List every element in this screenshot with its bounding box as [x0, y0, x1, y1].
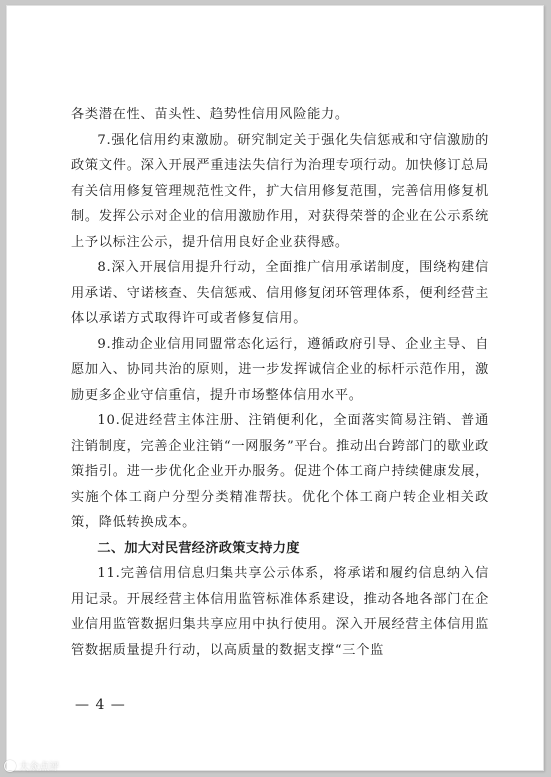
page-number: — 4 — — [75, 697, 126, 713]
paragraph-continuation: 各类潜在性、苗头性、趋势性信用风险能力。 — [71, 107, 349, 122]
watermark-text: 大众点评 — [19, 762, 59, 773]
paragraph-item-11: 11.完善信用信息归集共享公示体系，将承诺和履约信息纳入信用记录。开展经营主体信用监管标准体系建设，推动各地各部门在企业信用监管数据归集共享应用中执行使用。深入开展经营主体信用监管数据质量提升行动，以高质量的数据支撑“三个监 — [71, 566, 489, 658]
document-body — [71, 102, 489, 663]
paragraph-item-10: 10.促进经营主体注册、注销便利化，全面落实简易注销、普通注销制度，完善企业注销“一网服务”平台。推动出台跨部门的歇业政策指引。进一步优化企业开办服务。促进个体工商户持续健康发展，实施个体工商户分型分类精准帮扶。优化个体工商户转企业相关政策，降低转换成本。 — [71, 413, 489, 530]
paragraph-item-9: 9.推动企业信用同盟常态化运行，遵循政府引导、企业主导、自愿加入、协同共治的原则，进一步发挥诚信企业的标杆示范作用，激励更多企业守信重信，提升市场整体信用水平。 — [71, 336, 489, 403]
document-page — [6, 5, 544, 771]
paragraph-item-7: 7.强化信用约束激励。研究制定关于强化失信惩戒和守信激励的政策文件。深入开展严重违法失信行为治理专项行动。加快修订总局有关信用修复管理规范性文件，扩大信用修复范围，完善信用修复机制。发挥公示对企业的信用激励作用，对获得荣誉的企业在公示系统上予以标注公示，提升信用良好企业获得感。 — [71, 132, 489, 250]
watermark — [4, 758, 59, 773]
paragraph-item-8: 8.深入开展信用提升行动，全面推广信用承诺制度，围绕构建信用承诺、守诺核查、失信惩戒、信用修复闭环管理体系，便利经营主体以承诺方式取得许可或者修复信用。 — [71, 260, 489, 326]
section-heading: 二、加大对民营经济政策支持力度 — [97, 540, 300, 556]
watermark-logo-icon — [4, 760, 16, 772]
